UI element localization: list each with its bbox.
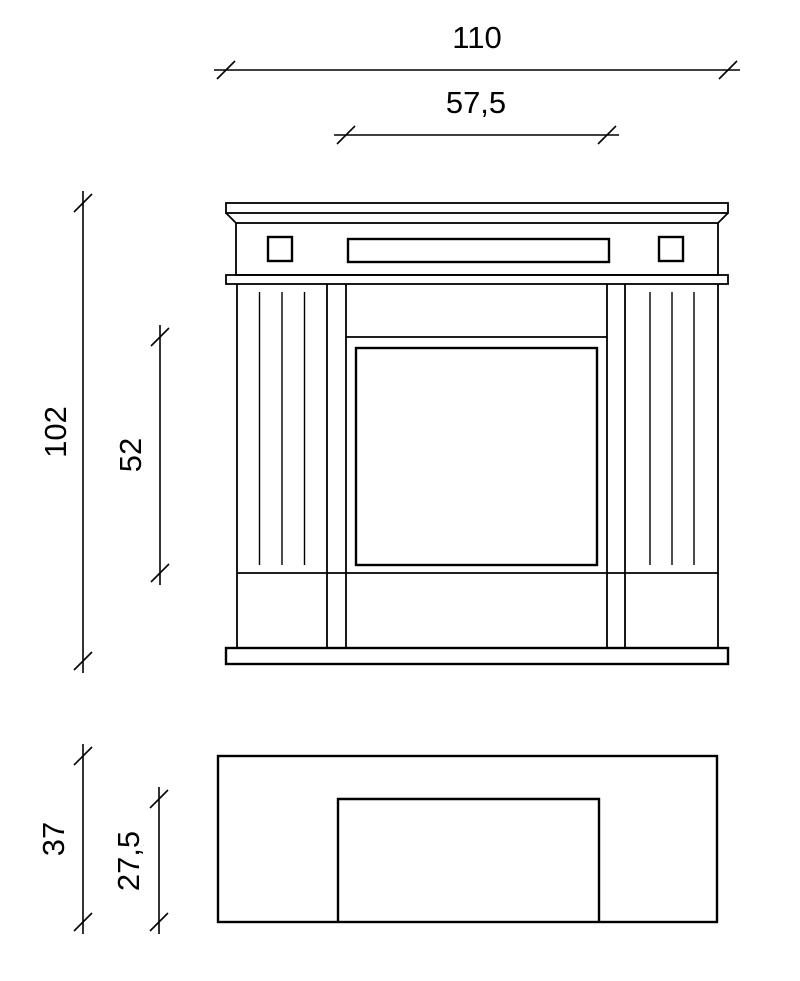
frieze-square-left	[268, 237, 292, 261]
dim-overall-width-label: 110	[452, 20, 502, 55]
mantel-shelf-top	[226, 203, 728, 213]
dim-opening-width	[334, 85, 619, 144]
front-view	[226, 203, 728, 664]
dim-overall-height	[38, 191, 92, 673]
frieze-center-panel	[348, 239, 609, 262]
dim-opening-width-label: 57,5	[445, 85, 507, 120]
dim-base-depth-label: 37	[35, 821, 71, 857]
frieze-square-right	[659, 237, 683, 261]
dim-overall-height-label: 102	[37, 406, 73, 458]
dimensions	[36, 20, 740, 934]
plan-view	[218, 756, 717, 922]
base-plinth	[226, 648, 728, 664]
plan-outer-outline	[218, 756, 717, 922]
frieze-band	[226, 275, 728, 284]
dim-base-depth	[36, 744, 92, 934]
dim-overall-width	[214, 20, 740, 79]
cornice-right-slope	[718, 213, 728, 223]
firebox-frame	[356, 348, 597, 565]
frieze-panel	[236, 223, 718, 275]
cornice-left-slope	[226, 213, 236, 223]
plan-firebox-recess	[338, 799, 599, 922]
dim-opening-height	[113, 325, 169, 585]
dim-recess-depth-label: 27,5	[110, 830, 146, 892]
dim-recess-depth	[111, 787, 168, 934]
dim-opening-height-label: 52	[112, 437, 148, 473]
